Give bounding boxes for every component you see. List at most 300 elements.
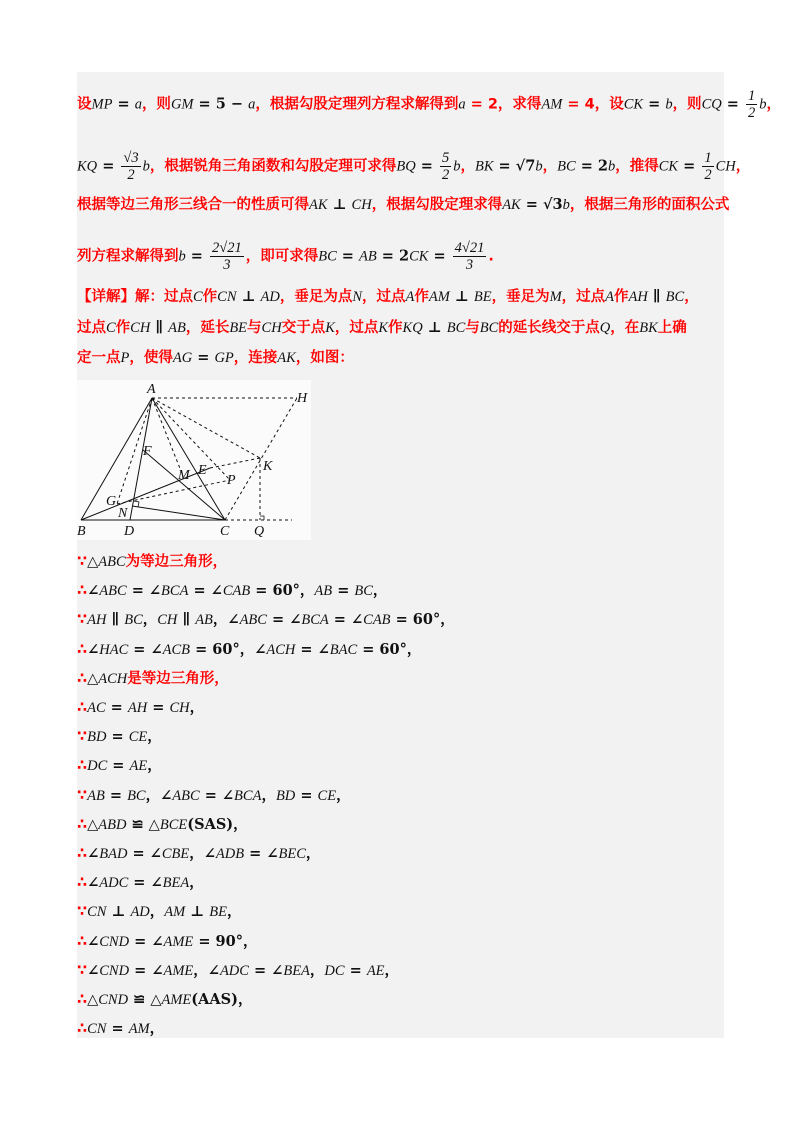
text-run: ∴ xyxy=(77,816,88,833)
text-run: ∠ xyxy=(87,845,100,862)
fraction-numerator: 1 xyxy=(747,88,756,104)
math-symbol: KQ xyxy=(402,320,423,336)
fraction-numerator: 1 xyxy=(704,150,712,166)
text-run: ∠ xyxy=(87,582,100,600)
math-symbol: BC xyxy=(318,248,337,265)
text-run: ∥ xyxy=(177,611,196,629)
text-run: ， xyxy=(735,158,751,175)
math-symbol: ACB xyxy=(162,641,191,658)
math-symbol: b xyxy=(759,96,767,113)
text-run: ∴ xyxy=(77,670,88,687)
text-run: ，根据勾股定理求得 xyxy=(371,197,503,213)
math-symbol: AB xyxy=(314,583,333,600)
text-run: = xyxy=(112,95,135,113)
text-run: = ∠ xyxy=(199,786,235,804)
math-symbol: CN xyxy=(217,289,237,305)
fraction xyxy=(440,150,451,183)
analysis-line xyxy=(77,150,750,183)
text-run: ∠ xyxy=(87,961,100,979)
text-run: = 2 xyxy=(575,157,608,175)
label-n: N xyxy=(118,506,128,521)
text-run: = 2 xyxy=(376,247,410,265)
text-run: 作 xyxy=(388,320,403,336)
math-symbol: b xyxy=(142,158,150,175)
text-run: ， xyxy=(460,158,475,175)
text-run: ，根据锐角三角函数和勾股定理可求得 xyxy=(149,158,397,175)
math-symbol: K xyxy=(378,320,389,336)
text-run: ，根据勾股定理列方程求解得到 xyxy=(255,96,459,113)
text-run: 上确 xyxy=(657,320,687,336)
math-symbol: b xyxy=(665,96,673,113)
text-run: . xyxy=(488,248,494,265)
math-symbol: BAD xyxy=(99,846,128,862)
math-symbol: AK xyxy=(277,350,296,366)
text-run: ， xyxy=(336,786,351,804)
text-run: ， xyxy=(149,1020,165,1038)
math-symbol: ADC xyxy=(219,962,249,979)
text-run: ， xyxy=(189,699,205,716)
text-run: 作 xyxy=(614,289,629,305)
math-symbol: ABD xyxy=(98,816,127,833)
math-symbol: AB xyxy=(359,248,377,265)
text-run: = ∠ xyxy=(128,874,163,892)
text-run: = 60°， xyxy=(357,640,422,658)
text-run: = 60°， xyxy=(390,611,455,629)
text-run: △ xyxy=(87,669,99,687)
math-symbol: N xyxy=(352,289,363,305)
proof-line xyxy=(77,990,252,1010)
proof-line xyxy=(77,581,387,601)
proof-line xyxy=(77,873,204,893)
text-run: ⊥ xyxy=(185,903,210,921)
analysis-line xyxy=(77,348,354,368)
text-run: ⊥ xyxy=(422,319,447,336)
label-e: E xyxy=(198,463,207,478)
label-m: M xyxy=(178,468,190,483)
text-run: = xyxy=(678,157,701,175)
math-symbol: KQ xyxy=(77,158,98,175)
math-symbol: ABC xyxy=(239,612,267,629)
math-symbol: AD xyxy=(130,904,150,921)
proof-line xyxy=(77,902,241,922)
math-symbol: C xyxy=(106,320,116,336)
fraction-denominator: 2 xyxy=(747,105,756,121)
text-run: = ∠ xyxy=(129,932,164,950)
math-symbol: BC xyxy=(354,583,373,600)
text-run: = xyxy=(643,95,666,113)
math-symbol: CQ xyxy=(701,96,722,113)
math-symbol: CE xyxy=(128,729,148,746)
text-run: 解：过点 xyxy=(135,289,193,305)
text-run: ≌ △ xyxy=(126,815,160,833)
math-symbol: HAC xyxy=(99,641,129,658)
proof-line xyxy=(77,844,320,864)
text-run: ，则 xyxy=(141,96,171,113)
proof-line xyxy=(77,815,248,835)
text-run: ∠ xyxy=(87,640,100,658)
math-symbol: AD xyxy=(260,289,280,305)
segment-ek xyxy=(210,458,260,468)
math-symbol: BD xyxy=(275,787,296,804)
text-run: ，过点 xyxy=(362,289,406,305)
proof-line xyxy=(77,669,229,689)
text-run: = ∠ xyxy=(295,640,330,658)
fraction xyxy=(121,150,140,183)
text-run: ，在 xyxy=(610,320,640,336)
math-symbol: a xyxy=(458,96,466,113)
text-run: = ∠ xyxy=(244,845,279,862)
math-symbol: b xyxy=(178,248,186,265)
text-run: = 4，设 xyxy=(562,96,624,113)
analysis-line xyxy=(77,318,687,338)
math-symbol: BQ xyxy=(396,158,416,175)
math-symbol: CK xyxy=(658,158,679,175)
math-symbol: BC xyxy=(557,158,576,175)
fraction-denominator: 2 xyxy=(441,167,450,183)
text-run: 【详解】 xyxy=(77,289,135,305)
text-run: = ∠ xyxy=(129,961,164,979)
math-symbol: ADB xyxy=(215,846,245,862)
math-symbol: BEA xyxy=(283,962,310,979)
text-run: = xyxy=(97,157,120,175)
math-symbol: BE xyxy=(229,320,248,336)
math-symbol: b xyxy=(562,197,570,213)
text-run: ，∠ xyxy=(193,961,220,979)
math-symbol: CAB xyxy=(363,612,391,629)
math-symbol: CH xyxy=(169,700,190,716)
text-run: ⊥ xyxy=(106,903,131,921)
math-symbol: AH xyxy=(87,612,107,629)
math-symbol: CND xyxy=(99,962,130,979)
math-symbol: CND xyxy=(99,933,130,950)
text-run: = xyxy=(105,699,128,716)
text-run: ，过点 xyxy=(334,320,379,336)
text-run: 为等边三角形， xyxy=(125,554,228,570)
text-run: ， xyxy=(142,611,158,629)
fraction-numerator: 4√21 xyxy=(454,240,485,256)
text-run: = 90°， xyxy=(193,932,258,950)
text-run: = √3 xyxy=(520,196,563,213)
text-run: ，垂足为点 xyxy=(279,289,353,305)
text-run: ，垂足为 xyxy=(491,289,550,305)
text-run: ∴ xyxy=(77,846,88,862)
fraction-denominator: 2 xyxy=(127,167,135,183)
math-symbol: BD xyxy=(87,729,107,746)
text-run: = xyxy=(106,1020,129,1038)
math-symbol: CE xyxy=(317,787,337,804)
math-symbol: K xyxy=(325,320,335,336)
proof-line xyxy=(77,727,162,747)
proof-line xyxy=(77,698,204,718)
math-symbol: ABC xyxy=(172,787,200,804)
text-run: 根据等边三角形三线合一的性质可得 xyxy=(77,197,309,213)
proof-line xyxy=(77,932,257,952)
text-run: ∴ xyxy=(77,758,88,775)
text-run: = xyxy=(185,247,208,265)
text-run: △ xyxy=(87,991,99,1008)
math-symbol: BCA xyxy=(161,583,189,600)
math-symbol: M xyxy=(549,289,562,305)
math-symbol: BEA xyxy=(162,875,190,892)
fraction-denominator: 3 xyxy=(223,257,231,273)
math-symbol: ACH xyxy=(98,670,128,687)
math-symbol: BAC xyxy=(329,641,358,658)
text-run: = xyxy=(415,157,438,175)
text-run: ∵ xyxy=(77,729,88,746)
math-symbol: AG xyxy=(172,350,193,366)
text-run: = xyxy=(192,349,215,366)
text-run: 设 xyxy=(77,96,92,113)
math-symbol: DC xyxy=(87,758,108,775)
label-b: B xyxy=(77,524,86,539)
math-symbol: BE xyxy=(473,289,492,305)
proof-line xyxy=(77,640,421,660)
math-symbol: ACH xyxy=(266,641,296,658)
math-symbol: BC xyxy=(124,612,143,629)
text-run: = xyxy=(332,582,355,600)
fraction-numerator: 2√21 xyxy=(212,240,242,256)
text-run: = ∠ xyxy=(126,582,162,600)
text-run: ， xyxy=(372,582,388,600)
text-run: = 60°， xyxy=(250,582,315,600)
fraction-numerator: 5 xyxy=(441,150,450,166)
text-run: 是等边三角形， xyxy=(127,670,229,687)
text-run: ∥ xyxy=(647,288,666,305)
label-k: K xyxy=(263,459,273,474)
text-run: ∵ xyxy=(77,904,88,921)
math-symbol: BC xyxy=(665,289,685,305)
math-symbol: AK xyxy=(309,197,328,213)
analysis-line xyxy=(77,287,699,307)
proof-line xyxy=(77,756,162,776)
segment-ch xyxy=(225,398,297,520)
text-run: = xyxy=(107,757,130,775)
text-run: = xyxy=(344,961,367,979)
proof-line xyxy=(77,961,399,981)
text-run: ，连接 xyxy=(233,350,278,366)
text-run: ， xyxy=(384,961,400,979)
math-symbol: P xyxy=(120,350,130,366)
text-run: ， xyxy=(147,728,162,746)
label-c: C xyxy=(220,524,230,539)
math-symbol: AE xyxy=(366,962,385,979)
label-h: H xyxy=(297,391,308,406)
proof-line xyxy=(77,610,455,630)
math-symbol: BCE xyxy=(159,816,188,833)
math-symbol: ABC xyxy=(98,554,126,570)
text-run: ≌ △ xyxy=(128,991,162,1008)
math-symbol: CH xyxy=(157,612,178,629)
label-p: P xyxy=(227,473,236,488)
segment-be xyxy=(81,468,210,520)
fraction xyxy=(702,150,713,183)
math-symbol: AB xyxy=(168,320,186,336)
text-run: = 5 − xyxy=(193,95,249,113)
text-run: = xyxy=(147,699,170,716)
math-symbol: A xyxy=(405,289,415,305)
math-symbol: BC xyxy=(127,787,146,804)
text-run: △ xyxy=(87,815,99,833)
text-run: 与 xyxy=(465,320,480,336)
math-symbol: BC xyxy=(479,320,499,336)
segment-am xyxy=(152,398,183,476)
text-run: = ∠ xyxy=(127,845,162,862)
fraction xyxy=(453,240,487,273)
text-run: 过点 xyxy=(77,320,106,336)
fraction-denominator: 3 xyxy=(465,257,474,273)
text-run: ∵ xyxy=(77,612,88,629)
segment-ac xyxy=(152,398,225,520)
text-run: ，则 xyxy=(672,96,702,113)
text-run: ， xyxy=(305,845,321,862)
analysis-line xyxy=(77,88,781,121)
fraction-denominator: 2 xyxy=(704,167,712,183)
geometry-figure xyxy=(77,380,311,540)
math-symbol: GM xyxy=(170,96,194,113)
math-symbol: AK xyxy=(502,197,521,213)
right-angle-q xyxy=(260,516,264,520)
text-run: ∴ xyxy=(77,1021,88,1038)
text-run: ∥ xyxy=(106,611,125,629)
text-run: = ∠ xyxy=(248,961,284,979)
math-symbol: BC xyxy=(446,320,466,336)
math-symbol: a xyxy=(248,96,256,113)
label-q: Q xyxy=(254,524,265,539)
text-run: = ∠ xyxy=(188,582,223,600)
math-symbol: CH xyxy=(130,320,151,336)
text-run: ∴ xyxy=(77,992,88,1008)
math-symbol: MP xyxy=(91,96,113,113)
text-run: = ∠ xyxy=(328,611,364,629)
math-symbol: AB xyxy=(195,612,213,629)
label-g: G xyxy=(106,494,117,509)
fraction-numerator: √3 xyxy=(123,150,139,166)
text-run: ∴ xyxy=(77,641,88,658)
text-run: △ xyxy=(87,553,99,570)
text-run: ，推得 xyxy=(615,158,659,175)
math-symbol: CK xyxy=(409,248,429,265)
math-symbol: ABC xyxy=(99,583,127,600)
math-symbol: GP xyxy=(214,350,234,366)
math-symbol: AM xyxy=(128,1021,150,1038)
math-symbol: AM xyxy=(541,96,563,113)
math-symbol: ADC xyxy=(99,875,129,892)
label-f: F xyxy=(143,444,152,459)
text-run: ， xyxy=(226,903,242,921)
math-symbol: AME xyxy=(161,992,192,1008)
text-run: = xyxy=(104,786,128,804)
text-run: ， xyxy=(309,961,325,979)
math-symbol: CND xyxy=(98,992,129,1008)
text-run: = xyxy=(721,95,744,113)
text-run: ∠ xyxy=(87,932,100,950)
text-run: = 60°，∠ xyxy=(190,640,267,658)
text-run: ∵ xyxy=(77,962,88,979)
math-symbol: CN xyxy=(87,1021,107,1038)
proof-line xyxy=(77,786,351,806)
geometry-diagram xyxy=(77,380,311,540)
math-symbol: BK xyxy=(639,320,658,336)
text-run: = xyxy=(295,786,318,804)
text-run: (AAS)， xyxy=(191,991,253,1008)
text-run: ∴ xyxy=(77,583,88,600)
analysis-line xyxy=(77,195,729,215)
math-symbol: b xyxy=(608,158,616,175)
fraction xyxy=(746,88,757,121)
math-symbol: b xyxy=(535,158,543,175)
text-run: ，∠ xyxy=(145,786,173,804)
analysis-line xyxy=(77,240,494,273)
math-symbol: DC xyxy=(324,962,345,979)
text-run: ， xyxy=(149,903,165,921)
math-symbol: AME xyxy=(163,962,194,979)
math-symbol: CH xyxy=(715,158,736,175)
math-symbol: CH xyxy=(351,197,372,213)
text-run: 的延长线交于点 xyxy=(498,320,600,336)
text-run: ∵ xyxy=(77,787,88,804)
text-run: ∥ xyxy=(150,319,169,336)
text-run: ， xyxy=(684,289,699,305)
math-symbol: AC xyxy=(87,700,106,716)
text-run: ， xyxy=(766,96,781,113)
math-symbol: b xyxy=(453,158,461,175)
text-run: ⊥ xyxy=(236,288,261,305)
text-run: 与 xyxy=(247,320,262,336)
math-symbol: CK xyxy=(623,96,644,113)
math-symbol: A xyxy=(605,289,615,305)
text-run: ， xyxy=(147,757,162,775)
math-symbol: AB xyxy=(87,787,105,804)
text-run: 定一点 xyxy=(77,350,121,366)
math-symbol: BE xyxy=(209,904,227,921)
text-run: = √7 xyxy=(493,157,536,175)
text-run: ，∠ xyxy=(189,845,216,862)
proof-line xyxy=(77,552,227,572)
math-symbol: AE xyxy=(129,758,148,775)
text-run: ∴ xyxy=(77,875,88,892)
text-run: ∴ xyxy=(77,933,88,950)
math-symbol: AM xyxy=(428,289,450,305)
label-d: D xyxy=(124,524,135,539)
math-symbol: BCA xyxy=(301,612,329,629)
text-run: 交于点 xyxy=(281,320,326,336)
text-run: (SAS)， xyxy=(187,815,248,833)
text-run: ，如图： xyxy=(295,350,354,366)
text-run: 列方程求解得到 xyxy=(77,248,179,265)
text-run: = ∠ xyxy=(128,640,163,658)
text-run: = xyxy=(428,247,451,265)
math-symbol: CN xyxy=(87,904,107,921)
math-symbol: CAB xyxy=(222,583,251,600)
math-symbol: CBE xyxy=(161,846,190,862)
text-run: 作 xyxy=(414,289,429,305)
math-symbol: Q xyxy=(599,320,611,336)
text-run: ∠ xyxy=(87,874,100,892)
text-run: = ∠ xyxy=(266,611,302,629)
text-run: = xyxy=(106,728,129,746)
text-run: ，根据三角形的面积公式 xyxy=(569,197,730,213)
math-symbol: C xyxy=(193,289,203,305)
text-run: ，即可求得 xyxy=(245,248,319,265)
text-run: = 2，求得 xyxy=(465,96,542,113)
text-run: ，过点 xyxy=(561,289,606,305)
math-symbol: BEC xyxy=(278,846,306,862)
math-symbol: AH xyxy=(127,700,148,716)
fraction xyxy=(210,240,244,273)
math-symbol: AME xyxy=(163,933,194,950)
text-run: ⊥ xyxy=(449,288,474,305)
text-run: ∴ xyxy=(77,700,88,716)
